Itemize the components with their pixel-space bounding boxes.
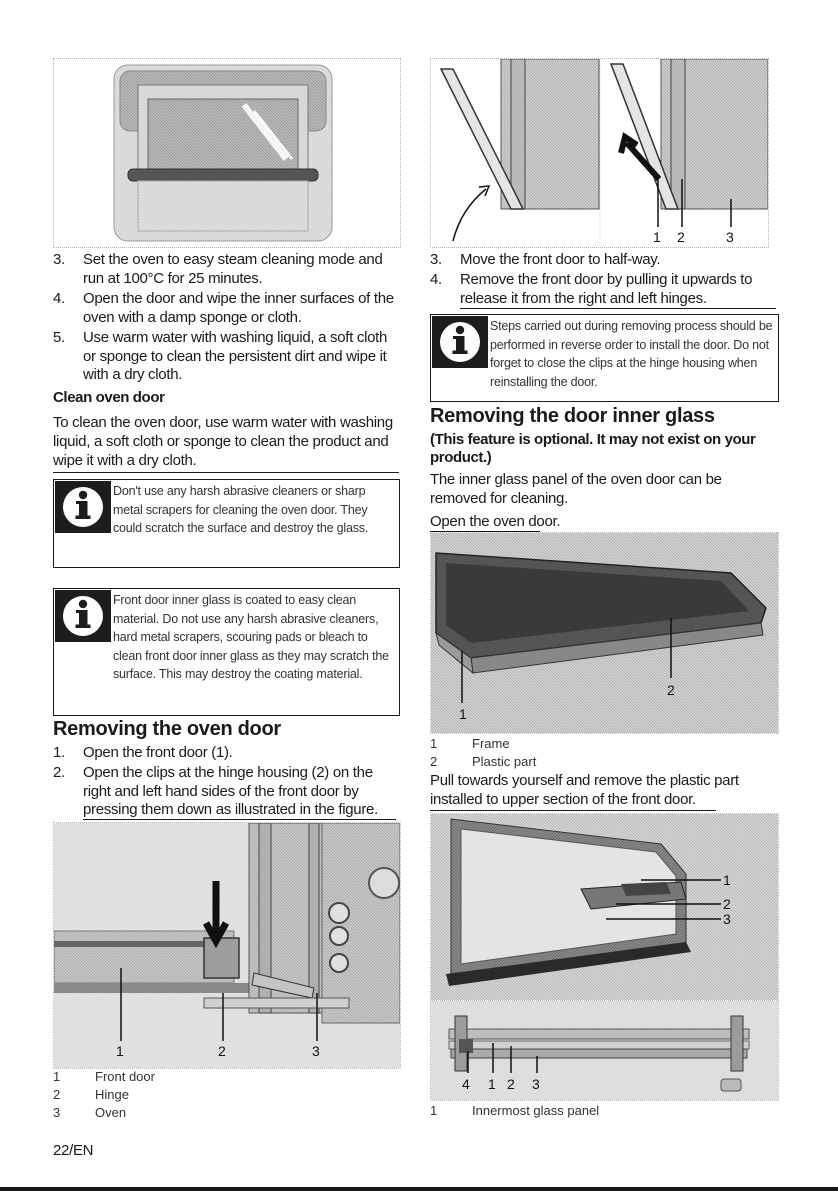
glass-panel-figure	[430, 1000, 779, 1101]
step-number: 4.	[53, 290, 65, 307]
info-icon	[432, 316, 488, 368]
step-number: 2.	[53, 764, 65, 781]
legend-label: Hinge	[95, 1087, 129, 1102]
step-item	[53, 329, 399, 385]
door-frame-illustration	[431, 533, 778, 733]
step-item	[53, 290, 399, 327]
section-rule	[460, 308, 776, 309]
reinstall-note	[430, 314, 779, 402]
callout-label: 1	[116, 1043, 124, 1059]
legend-item	[430, 735, 777, 753]
step-item	[53, 764, 399, 820]
glass-panel-illustration	[431, 1001, 778, 1100]
pull-plastic-part-text: Pull towards yourself and remove the plastic part installed to upper section of the front door.	[430, 772, 739, 808]
callout-label: 3	[723, 911, 731, 927]
legend-number: 1	[430, 1103, 438, 1118]
legend-number: 1	[430, 736, 438, 751]
legend-number: 3	[53, 1105, 61, 1120]
removing-oven-door-heading: Removing the oven door	[53, 718, 281, 740]
warning-note	[53, 479, 400, 568]
section-rule	[53, 472, 399, 473]
hinge-figure-legend	[53, 1068, 399, 1122]
door-removal-illustration	[431, 59, 768, 247]
removing-inner-glass-heading: Removing the door inner glass	[430, 405, 715, 427]
step-text: Move the front door to half-way.	[460, 251, 661, 268]
callout-label: 2	[677, 229, 685, 245]
inner-glass-frame-figure	[430, 532, 779, 734]
step-text: Open the front door (1).	[83, 744, 233, 761]
legend-item	[430, 1102, 777, 1120]
hinge-illustration	[54, 823, 400, 1068]
optional-feature-note: (This feature is optional. It may not exist on your product.)	[430, 431, 756, 466]
callout-label: 2	[667, 682, 675, 698]
oven-front-illustration	[54, 59, 400, 247]
door-removal-figure	[430, 58, 769, 248]
legend-label: Front door	[95, 1069, 155, 1084]
callout-label: 1	[653, 229, 661, 245]
open-door-text: Open the oven door.	[430, 513, 561, 530]
step-number: 1.	[53, 744, 65, 761]
step-text: Remove the front door by pulling it upwards to release it from the right and left hinges.	[460, 271, 753, 307]
clean-oven-door-text: To clean the oven door, use warm water with washing liquid, a soft cloth or sponge to clean the product and wipe it with a dry cloth.	[53, 414, 393, 469]
oven-steam-figure	[53, 58, 401, 248]
page-bottom-rule	[0, 1187, 838, 1191]
callout-label: 1	[459, 706, 467, 722]
coating-note	[53, 588, 400, 716]
step-number: 3.	[430, 251, 442, 268]
legend-item	[53, 1104, 399, 1122]
legend-item	[430, 753, 777, 771]
step-number: 5.	[53, 329, 65, 346]
plastic-part-illustration	[431, 814, 778, 1001]
step-number: 3.	[53, 251, 65, 268]
step-item	[430, 251, 777, 270]
legend-item	[53, 1086, 399, 1104]
step-number: 4.	[430, 271, 442, 288]
callout-label: 1	[723, 872, 731, 888]
step-item	[53, 251, 399, 288]
note-text: Steps carried out during removing process should be performed in reverse order to install the door. Do not forget to close the clips at the hinge housing when reinstalling the door.	[490, 319, 773, 389]
step-text: Use warm water with washing liquid, a soft cloth or sponge to clean the persistent dirt and wipe it with a dry cloth.	[83, 329, 388, 383]
legend-number: 2	[430, 754, 438, 769]
legend-label: Oven	[95, 1105, 127, 1120]
step-item	[53, 744, 399, 763]
note-text: Don't use any harsh abrasive cleaners or sharp metal scrapers for cleaning the oven door. They could scratch the surface and destroy the glass.	[113, 484, 369, 535]
legend-label: Innermost glass panel	[472, 1103, 600, 1118]
legend-item	[53, 1068, 399, 1086]
legend-number: 2	[53, 1087, 61, 1102]
callout-label: 2	[507, 1076, 515, 1092]
callout-label: 2	[723, 896, 731, 912]
callout-label: 1	[488, 1076, 496, 1092]
note-text: Front door inner glass is coated to easy clean material. Do not use any harsh abrasive cleaners, hard metal scrapers, scouring pads or bleach to clean front door inner glass as they may scratch the surface. This may destroy the coating material.	[113, 593, 389, 681]
legend-label: Plastic part	[472, 754, 537, 769]
callout-label: 3	[532, 1076, 540, 1092]
step-text: Set the oven to easy steam cleaning mode and run at 100°C for 25 minutes.	[83, 251, 383, 287]
frame-figure-legend	[430, 735, 777, 771]
clean-oven-door-heading: Clean oven door	[53, 389, 165, 406]
callout-label: 3	[312, 1043, 320, 1059]
step-item	[430, 271, 777, 308]
callout-label: 3	[726, 229, 734, 245]
inner-glass-text: The inner glass panel of the oven door can be removed for cleaning.	[430, 471, 722, 507]
hinge-clip-figure	[53, 822, 401, 1069]
info-icon	[55, 481, 111, 533]
info-icon	[55, 590, 111, 642]
page-number: 22/EN	[53, 1142, 94, 1159]
section-rule	[430, 810, 716, 811]
glass-figure-legend	[430, 1102, 777, 1120]
legend-label: Frame	[472, 736, 510, 751]
callout-label: 2	[218, 1043, 226, 1059]
plastic-part-figure	[430, 813, 779, 1002]
step-text: Open the door and wipe the inner surfaces of the oven with a damp sponge or cloth.	[83, 290, 394, 326]
section-rule	[83, 819, 396, 820]
legend-number: 1	[53, 1069, 61, 1084]
step-text: Open the clips at the hinge housing (2) on the right and left hand sides of the front door by pressing them down as illustrated in the figure.	[83, 764, 378, 818]
callout-label: 4	[462, 1076, 470, 1092]
